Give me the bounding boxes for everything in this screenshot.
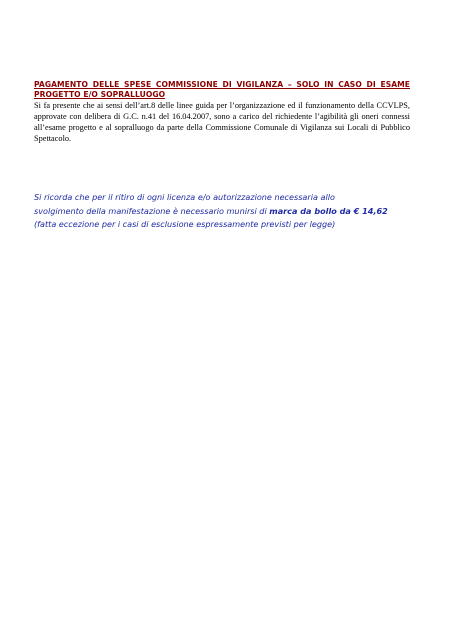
stamp-duty-amount: marca da bollo da € 14,62	[269, 205, 388, 216]
notice-line-1: Si ricorda che per il ritiro di ogni licenza e/o autorizzazione necessaria allo	[34, 192, 335, 202]
commission-fees-paragraph: Si fa presente che ai sensi dell’art.8 delle linee guida per l’organizzazione ed il funzionamento della CCVLPS, approvate con delibera di G.C. n.41 del 16.04.2007, sono a carico del richiedente l’agibilità gli oneri connessi all’esame progetto e al sopralluogo da parte della Commissione Comunale di Vigilanza sui Locali di Pubblico Spettacolo.	[34, 101, 410, 143]
stamp-duty-notice	[34, 191, 414, 232]
commission-fees-section	[34, 80, 410, 144]
notice-line-2: svolgimento della manifestazione è necessario munirsi di	[34, 205, 270, 216]
notice-line-3: (fatta eccezione per i casi di esclusione espressamente previsti per legge)	[34, 219, 336, 229]
commission-fees-heading: PAGAMENTO DELLE SPESE COMMISSIONE DI VIGILANZA – SOLO IN CASO DI ESAME PROGETTO E/O SOPRALLUOGO	[34, 80, 410, 99]
